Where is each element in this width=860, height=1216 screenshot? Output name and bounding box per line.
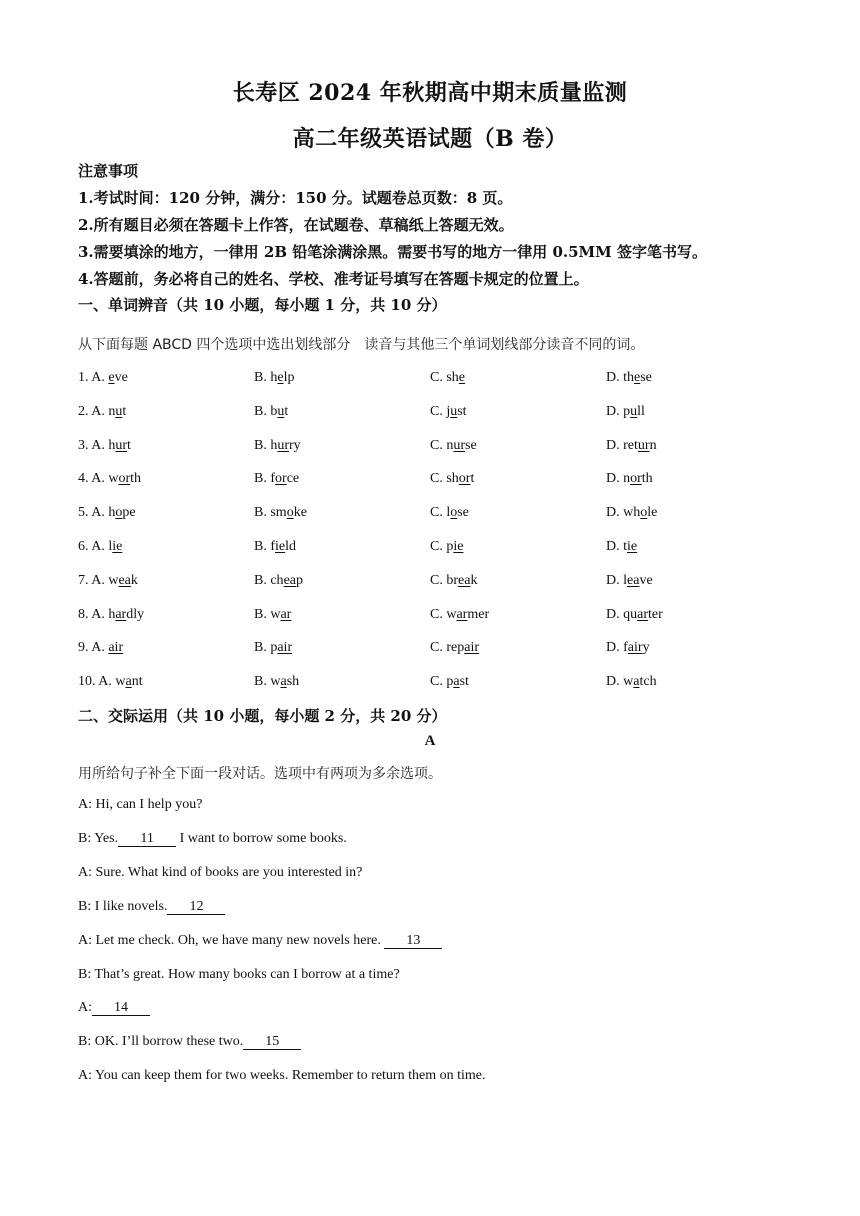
- underlined-letters: a: [280, 674, 287, 690]
- dialogue-line: [78, 933, 442, 949]
- underlined-letters: ur: [453, 437, 466, 453]
- option-label: D.: [606, 437, 624, 453]
- underlined-letters: ur: [637, 437, 650, 453]
- word-part: ter: [648, 606, 663, 622]
- underlined-letters: e: [277, 370, 284, 385]
- underlined-letters: o: [115, 505, 123, 521]
- dialogue-line: [78, 899, 225, 915]
- underlined-letters: or: [275, 471, 287, 487]
- section2-heading: 二、交际运用（共 10 小题，每小题 2 分，共 20 分）: [78, 707, 447, 725]
- option-d: [606, 607, 663, 623]
- word-part: w: [270, 674, 281, 690]
- option-label: 5. A.: [78, 505, 109, 521]
- underlined-letters: ie: [275, 539, 286, 554]
- option-a: [78, 640, 123, 656]
- underlined-letters: air: [108, 640, 124, 656]
- option-label: D.: [606, 370, 624, 385]
- option-a: [78, 674, 143, 690]
- underlined-letters: ie: [112, 539, 123, 554]
- word-part: th: [641, 471, 653, 487]
- word-part: h: [270, 370, 278, 385]
- option-label: C.: [430, 437, 447, 453]
- option-label: D.: [606, 606, 624, 622]
- option-b: [254, 370, 294, 386]
- answer-blank[interactable]: 12: [167, 900, 225, 915]
- option-label: C.: [430, 471, 447, 487]
- underlined-letters: ie: [453, 539, 464, 554]
- option-b: [254, 438, 301, 454]
- option-label: B.: [254, 539, 271, 554]
- option-c: [430, 607, 489, 623]
- word-part: nt: [131, 674, 143, 690]
- dialogue-text: B: That’s great. How many books can I borrow at a time?: [78, 966, 400, 982]
- word-part: tch: [639, 674, 657, 690]
- question-row: [78, 404, 818, 424]
- note-item: 2.所有题目必须在答题卡上作答，在试题卷、草稿纸上答题无效。: [78, 216, 514, 234]
- dialogue-text: A: Let me check. Oh, we have many new novels here.: [78, 932, 385, 948]
- option-label: 3. A.: [78, 437, 109, 453]
- answer-blank[interactable]: 15: [243, 1035, 301, 1050]
- dialogue-line: [78, 967, 400, 983]
- answer-blank[interactable]: 11: [118, 832, 176, 847]
- word-part: rep: [446, 640, 465, 656]
- option-label: B.: [254, 403, 271, 419]
- option-label: C.: [430, 539, 447, 554]
- option-label: D.: [606, 674, 624, 690]
- option-a: [78, 573, 138, 589]
- underlined-letters: ur: [277, 437, 290, 453]
- word-part: w: [108, 471, 119, 487]
- word-part: ve: [639, 572, 653, 588]
- dialogue-text: A: Sure. What kind of books are you interested in?: [78, 864, 363, 880]
- word-part: pe: [122, 505, 136, 521]
- option-c: [430, 539, 463, 555]
- option-label: D.: [606, 471, 624, 487]
- word-part: w: [446, 606, 457, 622]
- word-part: th: [130, 471, 142, 487]
- option-c: [430, 640, 479, 656]
- option-b: [254, 640, 292, 656]
- word-part: ve: [114, 370, 128, 385]
- underlined-letters: e: [458, 370, 466, 385]
- underlined-letters: a: [633, 674, 640, 690]
- word-part: se: [465, 437, 477, 453]
- option-label: B.: [254, 370, 271, 385]
- option-c: [430, 573, 477, 589]
- word-part: n: [108, 403, 116, 419]
- dialogue-text: A:: [78, 1000, 92, 1016]
- underlined-letters: o: [450, 505, 458, 521]
- underlined-letters: a: [453, 674, 460, 690]
- word-part: sh: [446, 370, 459, 385]
- word-part: ret: [623, 437, 638, 453]
- option-c: [430, 471, 474, 487]
- dialogue-text: B: I like novels.: [78, 898, 168, 914]
- underlined-letters: ea: [118, 572, 131, 588]
- underlined-letters: u: [115, 403, 123, 419]
- word-part: ce: [286, 471, 300, 487]
- underlined-letters: ea: [627, 572, 640, 588]
- underlined-letters: air: [277, 640, 293, 656]
- word-part: ke: [293, 505, 307, 521]
- option-b: [254, 573, 303, 589]
- word-part: dly: [126, 606, 145, 622]
- option-c: [430, 404, 467, 420]
- underlined-letters: ie: [627, 539, 638, 554]
- underlined-letters: ar: [456, 606, 468, 622]
- underlined-letters: o: [286, 505, 294, 521]
- option-label: 6. A.: [78, 539, 109, 554]
- word-part: p: [446, 674, 454, 690]
- word-part: ry: [289, 437, 301, 453]
- word-part: t: [127, 437, 131, 453]
- option-a: [78, 539, 122, 555]
- option-label: 7. A.: [78, 572, 109, 588]
- word-part: h: [108, 437, 116, 453]
- underlined-letters: ea: [458, 572, 471, 588]
- word-part: h: [108, 505, 116, 521]
- word-part: t: [122, 403, 127, 419]
- question-row: [78, 505, 818, 525]
- word-part: l: [446, 505, 451, 521]
- word-part: f: [270, 471, 276, 487]
- option-label: 4. A.: [78, 471, 109, 487]
- option-c: [430, 438, 477, 454]
- underlined-letters: ar: [637, 606, 649, 622]
- question-row: [78, 370, 818, 390]
- option-a: [78, 471, 141, 487]
- word-part: h: [270, 437, 278, 453]
- option-d: [606, 471, 653, 487]
- word-part: ll: [637, 403, 645, 419]
- word-part: n: [446, 437, 454, 453]
- option-a: [78, 505, 136, 521]
- option-d: [606, 438, 657, 454]
- option-a: [78, 370, 128, 386]
- underlined-letters: ar: [115, 606, 127, 622]
- word-part: se: [457, 505, 469, 521]
- option-b: [254, 404, 288, 420]
- word-part: p: [446, 539, 454, 554]
- word-part: n: [623, 471, 631, 487]
- option-label: C.: [430, 674, 447, 690]
- option-c: [430, 674, 469, 690]
- word-part: le: [647, 505, 658, 521]
- word-part: l: [108, 539, 113, 554]
- option-b: [254, 674, 299, 690]
- underlined-letters: air: [464, 640, 479, 656]
- option-d: [606, 370, 652, 386]
- dialogue-text: A: You can keep them for two weeks. Remember to return them on time.: [78, 1068, 486, 1084]
- word-part: w: [108, 572, 119, 588]
- underlined-letters: o: [640, 505, 648, 521]
- option-b: [254, 471, 299, 487]
- note-item: 3.需要填涂的地方，一律用 2B 铅笔涂满涂黑。需要书写的地方一律用 0.5MM 签字笔书写。: [78, 243, 707, 261]
- word-part: mer: [467, 606, 490, 622]
- dialogue-text: A: Hi, can I help you?: [78, 797, 203, 812]
- underlined-letters: or: [630, 471, 642, 487]
- option-b: [254, 607, 291, 623]
- option-label: B.: [254, 640, 271, 656]
- answer-blank[interactable]: 14: [92, 1001, 150, 1016]
- word-part: br: [446, 572, 459, 588]
- option-label: B.: [254, 471, 271, 487]
- word-part: sh: [286, 674, 300, 690]
- word-part: wh: [623, 505, 641, 521]
- word-part: k: [470, 572, 478, 588]
- option-label: D.: [606, 403, 624, 419]
- underlined-letters: e: [108, 370, 115, 385]
- word-part: y: [642, 640, 650, 656]
- word-part: j: [446, 403, 451, 419]
- option-label: C.: [430, 403, 447, 419]
- underlined-letters: u: [630, 403, 638, 419]
- word-part: lp: [283, 370, 295, 385]
- section2-instruction: 用所给句子补全下面一段对话。选项中有两项为多余选项。: [78, 766, 442, 782]
- option-label: D.: [606, 505, 624, 521]
- underlined-letters: ur: [115, 437, 128, 453]
- word-part: st: [459, 674, 469, 690]
- underlined-letters: u: [277, 403, 285, 419]
- word-part: qu: [623, 606, 638, 622]
- underlined-letters: or: [458, 471, 471, 487]
- exam-title: 长寿区 2024 年秋期高中期末质量监测: [232, 80, 628, 106]
- word-part: t: [470, 471, 475, 487]
- dialogue-line: [78, 797, 202, 813]
- word-part: ld: [285, 539, 297, 554]
- option-label: 2. A.: [78, 403, 109, 419]
- word-part: f: [623, 640, 628, 656]
- option-a: [78, 404, 126, 420]
- word-part: l: [623, 572, 628, 588]
- word-part: n: [649, 437, 657, 453]
- option-label: D.: [606, 539, 624, 554]
- word-part: p: [623, 403, 631, 419]
- option-d: [606, 674, 657, 690]
- option-b: [254, 505, 307, 521]
- word-part: sh: [446, 471, 459, 487]
- option-label: B.: [254, 505, 271, 521]
- option-label: 1. A.: [78, 370, 109, 385]
- option-label: C.: [430, 572, 447, 588]
- option-label: C.: [430, 640, 447, 656]
- question-row: [78, 471, 818, 491]
- underlined-letters: e: [634, 370, 641, 385]
- word-part: p: [270, 640, 278, 656]
- dialogue-line: [78, 831, 347, 847]
- question-row: [78, 573, 818, 593]
- option-d: [606, 505, 657, 521]
- underlined-letters: ea: [283, 572, 296, 588]
- answer-blank[interactable]: 13: [384, 934, 442, 949]
- underlined-letters: ar: [280, 606, 292, 622]
- word-part: w: [623, 674, 634, 690]
- word-part: b: [270, 403, 278, 419]
- word-part: h: [108, 606, 116, 622]
- dialogue-text: B: Yes.: [78, 830, 119, 846]
- word-part: ch: [270, 572, 284, 588]
- section1-instruction: 从下面每题 ABCD 四个选项中选出划线部分 读音与其他三个单词划线部分读音不同的词。: [78, 337, 645, 353]
- option-label: D.: [606, 572, 624, 588]
- question-row: [78, 607, 818, 627]
- question-row: [78, 674, 818, 694]
- underlined-letters: u: [450, 403, 458, 419]
- part-label: A: [424, 733, 436, 749]
- option-label: 9. A.: [78, 640, 109, 656]
- option-label: B.: [254, 674, 271, 690]
- note-item: 1.考试时间：120 分钟，满分：150 分。试题卷总页数：8 页。: [78, 189, 513, 207]
- word-part: th: [623, 370, 635, 385]
- option-a: [78, 438, 131, 454]
- option-d: [606, 404, 645, 420]
- question-row: [78, 640, 818, 660]
- option-a: [78, 607, 144, 623]
- option-label: 8. A.: [78, 606, 109, 622]
- option-label: C.: [430, 505, 447, 521]
- word-part: se: [640, 370, 652, 385]
- underlined-letters: air: [627, 640, 643, 656]
- dialogue-text: B: OK. I’ll borrow these two.: [78, 1034, 244, 1050]
- section1-heading: 一、单词辨音（共 10 小题，每小题 1 分，共 10 分）: [78, 296, 447, 314]
- option-label: B.: [254, 572, 271, 588]
- word-part: k: [130, 572, 138, 588]
- word-part: t: [284, 403, 289, 419]
- option-label: D.: [606, 640, 624, 656]
- question-row: [78, 539, 818, 559]
- option-label: B.: [254, 437, 271, 453]
- question-row: [78, 438, 818, 458]
- option-label: 10. A.: [78, 674, 116, 690]
- underlined-letters: or: [118, 471, 131, 487]
- word-part: p: [296, 572, 303, 588]
- word-part: st: [457, 403, 467, 419]
- option-b: [254, 539, 296, 555]
- option-d: [606, 640, 650, 656]
- word-part: t: [623, 539, 628, 554]
- note-item: 4.答题前，务必将自己的姓名、学校、准考证号填写在答题卡规定的位置上。: [78, 270, 589, 288]
- notes-heading: 注意事项: [78, 162, 139, 180]
- word-part: sm: [270, 505, 287, 521]
- word-part: w: [270, 606, 281, 622]
- dialogue-line: [78, 1000, 150, 1016]
- dialogue-line: [78, 865, 362, 881]
- option-d: [606, 539, 637, 555]
- option-label: C.: [430, 370, 447, 385]
- dialogue-text: I want to borrow some books.: [176, 830, 347, 846]
- underlined-letters: a: [125, 674, 132, 690]
- exam-subtitle: 高二年级英语试题（B 卷）: [292, 126, 568, 152]
- dialogue-line: [78, 1068, 485, 1084]
- dialogue-line: [78, 1034, 301, 1050]
- option-c: [430, 370, 465, 386]
- option-label: B.: [254, 606, 271, 622]
- option-d: [606, 573, 653, 589]
- option-c: [430, 505, 469, 521]
- word-part: w: [115, 674, 126, 690]
- option-label: C.: [430, 606, 447, 622]
- word-part: f: [270, 539, 276, 554]
